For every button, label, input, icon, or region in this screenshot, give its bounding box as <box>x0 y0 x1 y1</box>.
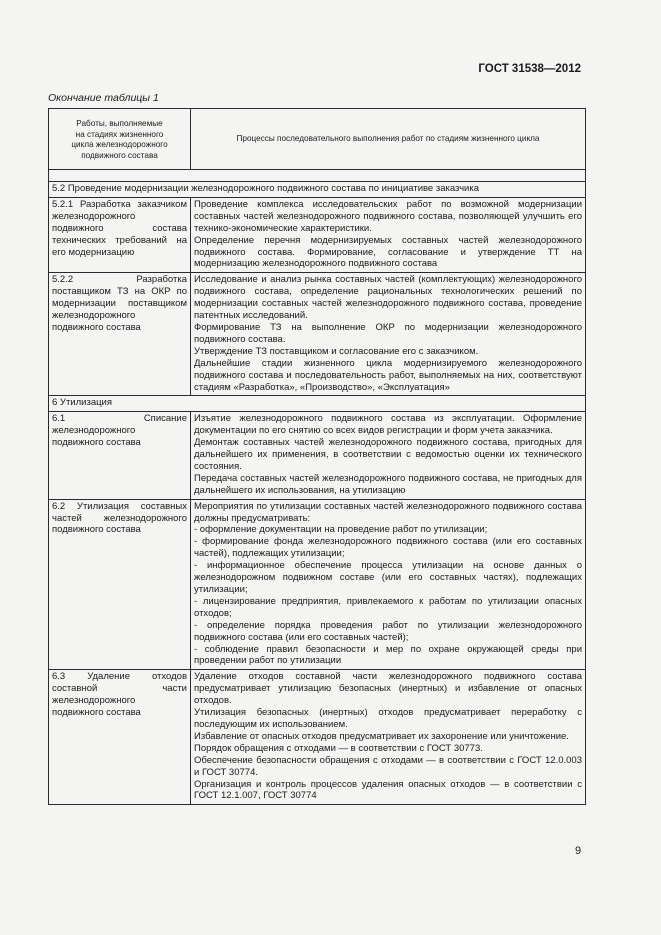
lifecycle-table <box>48 108 586 805</box>
header-col-works <box>49 109 191 170</box>
header-line: на стадиях жизненного <box>75 129 164 139</box>
section-row <box>49 182 586 198</box>
process-paragraph: Организация и контроль процессов удаления опасных отходов — в соответствии с ГОСТ 12.1.007, ГОСТ 30774 <box>194 778 582 802</box>
stage-cell: 6.3 Удаление отходов составной части железнодорожного подвижного состава <box>49 670 191 805</box>
section-title: 6 Утилизация <box>49 396 586 412</box>
table-header-row <box>49 109 586 170</box>
process-paragraph: Определение перечня модернизируемых составных частей железнодорожного подвижного состава. Формирование, согласование и утверждение ТТ на модернизацию железнодорожного подвижного состава <box>194 234 582 270</box>
table-row <box>49 499 586 670</box>
process-paragraph: Порядок обращения с отходами — в соответствии с ГОСТ 30773. <box>194 742 483 754</box>
header-line: подвижного состава <box>81 150 158 160</box>
process-cell <box>191 273 586 396</box>
process-paragraph: - формирование фонда железнодорожного подвижного состава (или его составных частей), подлежащих утилизации; <box>194 536 582 560</box>
stage-cell: 6.2 Утилизация составных частей железнодорожного подвижного состава <box>49 499 191 670</box>
stage-cell: 5.2.1 Разработка заказчиком железнодорожного подвижного состава технических требований на его модернизацию <box>49 197 191 272</box>
process-paragraph: Удаление отходов составной части железнодорожного подвижного состава предусматривает утилизацию безопасных (инертных) и избавление от опасных отходов. <box>194 671 582 707</box>
process-cell <box>191 499 586 670</box>
section-row <box>49 396 586 412</box>
process-paragraph: Изъятие железнодорожного подвижного состава из эксплуатации. Оформление документации по его снятию со всех видов регистрации и форм учета заказчика. <box>194 413 582 437</box>
process-cell <box>191 412 586 499</box>
process-paragraph: Утилизация безопасных (инертных) отходов предусматривает переработку с последующим их использованием. <box>194 707 582 730</box>
process-paragraph: Дальнейшие стадии жизненного цикла модернизируемого железнодорожного подвижного состава и последовательность работ, выполняемых на них, соответствуют стадиям «Разработка», «Производство», «Эксплуатация» <box>194 357 582 393</box>
table-row <box>49 197 586 272</box>
stage-cell: 6.1 Списание железнодорожного подвижного состава <box>49 412 191 499</box>
process-paragraph: - соблюдение правил безопасности и мер по охране окружающей среды при проведении работ по утилизации <box>194 643 582 667</box>
process-paragraph: Мероприятия по утилизации составных частей железнодорожного подвижного состава должны предусматривать: <box>194 500 582 524</box>
header-col-processes: Процессы последовательного выполнения работ по стадиям жизненного цикла <box>191 109 586 170</box>
table-row <box>49 273 586 396</box>
process-paragraph: - информационное обеспечение процесса утилизации на основе данных о железнодорожном подвижном составе (или его составных частях), подлежащих утилизации; <box>194 560 582 595</box>
process-paragraph: - оформление документации на проведение работ по утилизации; <box>194 524 488 536</box>
table-row <box>49 412 586 499</box>
process-paragraph: Формирование ТЗ на выполнение ОКР по модернизации железнодорожного подвижного состава. <box>194 321 582 345</box>
process-paragraph: - определение порядка проведения работ по утилизации железнодорожного подвижного состава (или его составных частей); <box>194 619 582 643</box>
header-line: Работы, выполняемые <box>76 119 163 128</box>
spacer-row <box>49 170 586 182</box>
process-cell <box>191 670 586 805</box>
process-paragraph: Обеспечение безопасности обращения с отходами — в соответствии с ГОСТ 12.0.003 и ГОСТ 30774. <box>194 754 582 778</box>
process-paragraph: Исследование и анализ рынка составных частей (комплектующих) железнодорожного подвижного состава, определение рациональных технологических решений по модернизации составных частей железнодорожного подвижного состава, проведение патентных исследований. <box>194 274 582 322</box>
table-row <box>49 670 586 805</box>
process-cell <box>191 197 586 272</box>
header-line: цикла железнодорожного <box>71 140 168 149</box>
document-id: ГОСТ 31538—2012 <box>478 63 581 75</box>
section-title: 5.2 Проведение модернизации железнодорожного подвижного состава по инициативе заказчика <box>49 182 586 198</box>
table-caption: Окончание таблицы 1 <box>48 92 159 104</box>
process-paragraph: Проведение комплекса исследовательских работ по возможной модернизации составных частей железнодорожного подвижного состава, позволяющей улучшить его технико-экономические характеристики. <box>194 198 582 234</box>
process-paragraph: Демонтаж составных частей железнодорожного подвижного состава, пригодных для дальнейшего их применения, в соответствии с ведомостью оценки их технического состояния. <box>194 437 582 472</box>
process-paragraph: Утверждение ТЗ поставщиком и согласование его с заказчиком. <box>194 345 479 357</box>
process-paragraph: - лицензирование предприятия, привлекаемого к работам по утилизации опасных отходов; <box>194 595 582 619</box>
process-paragraph: Избавление от опасных отходов предусматривает их захоронение или уничтожение. <box>194 730 569 742</box>
page-number: 9 <box>575 845 582 857</box>
process-paragraph: Передача составных частей железнодорожного подвижного состава, не пригодных для дальнейшего их использования, на утилизацию <box>194 472 582 496</box>
stage-cell: 5.2.2 Разработка поставщиком ТЗ на ОКР по модернизации поставщиком железнодорожного подвижного состава <box>49 273 191 396</box>
